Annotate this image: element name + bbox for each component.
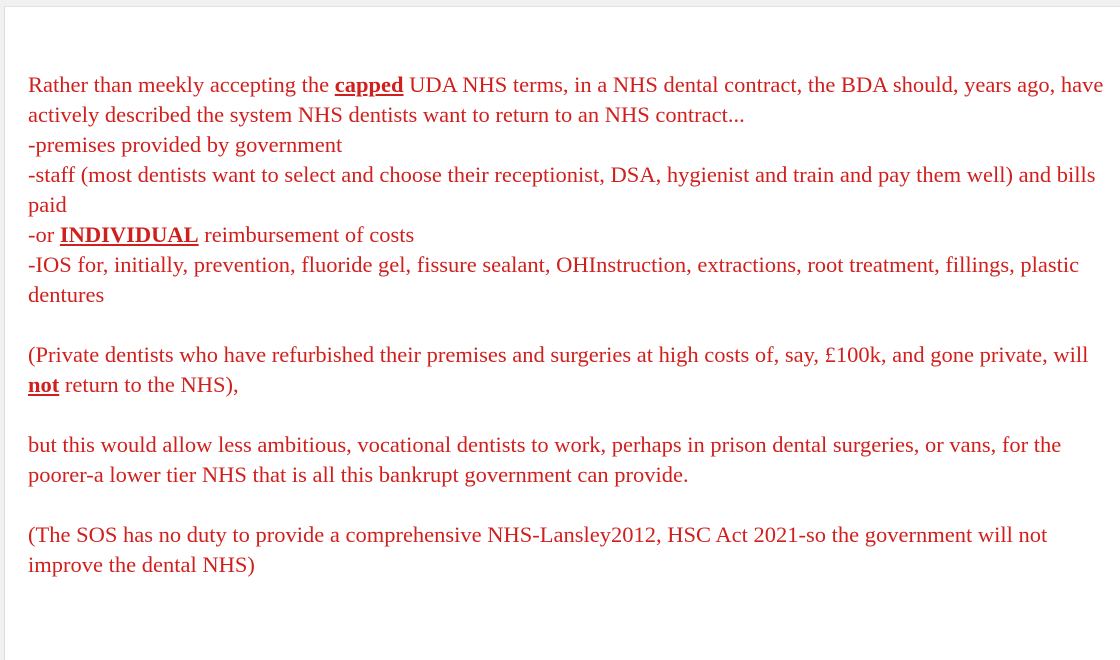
paragraph-private-dentists <box>28 340 1108 400</box>
list-item-ios: -IOS for, initially, prevention, fluoride gel, fissure sealant, OHInstruction, extractions, root treatment, fillings, plastic dentures <box>28 252 1080 307</box>
emphasis-individual: INDIVIDUAL <box>59 222 199 247</box>
emphasis-not: not <box>28 372 60 397</box>
requirements-list <box>28 130 1108 310</box>
list-item-staff: -staff (most dentists want to select and choose their receptionist, DSA, hygienist and train and pay them well) and bills paid <box>28 162 1096 217</box>
reimbursement-prefix: -or <box>28 222 60 247</box>
paragraph-intro <box>28 70 1108 130</box>
document-body <box>28 70 1108 580</box>
list-item-reimbursement <box>28 220 1108 250</box>
document-page <box>4 6 1120 660</box>
intro-text-start: Rather than meekly accepting the <box>28 72 335 97</box>
list-item-premises: -premises provided by government <box>28 132 343 157</box>
emphasis-capped: capped <box>334 72 404 97</box>
intro-text-end: UDA NHS terms, in a NHS dental contract, the BDA should, years ago, have actively described the system NHS dentists want to return to an NHS contract... <box>28 72 1104 127</box>
reimbursement-suffix: reimbursement of costs <box>198 222 415 247</box>
private-text-end: return to the NHS), <box>59 372 239 397</box>
paragraph-sos: (The SOS has no duty to provide a comprehensive NHS-Lansley2012, HSC Act 2021-so the government will not improve the dental NHS) <box>28 522 1048 577</box>
paragraph-vocational: but this would allow less ambitious, vocational dentists to work, perhaps in prison dental surgeries, or vans, for the poorer-a lower tier NHS that is all this bankrupt government can provide. <box>28 432 1062 487</box>
private-text-start: (Private dentists who have refurbished their premises and surgeries at high costs of, say, £100k, and gone private, will <box>28 342 1089 367</box>
